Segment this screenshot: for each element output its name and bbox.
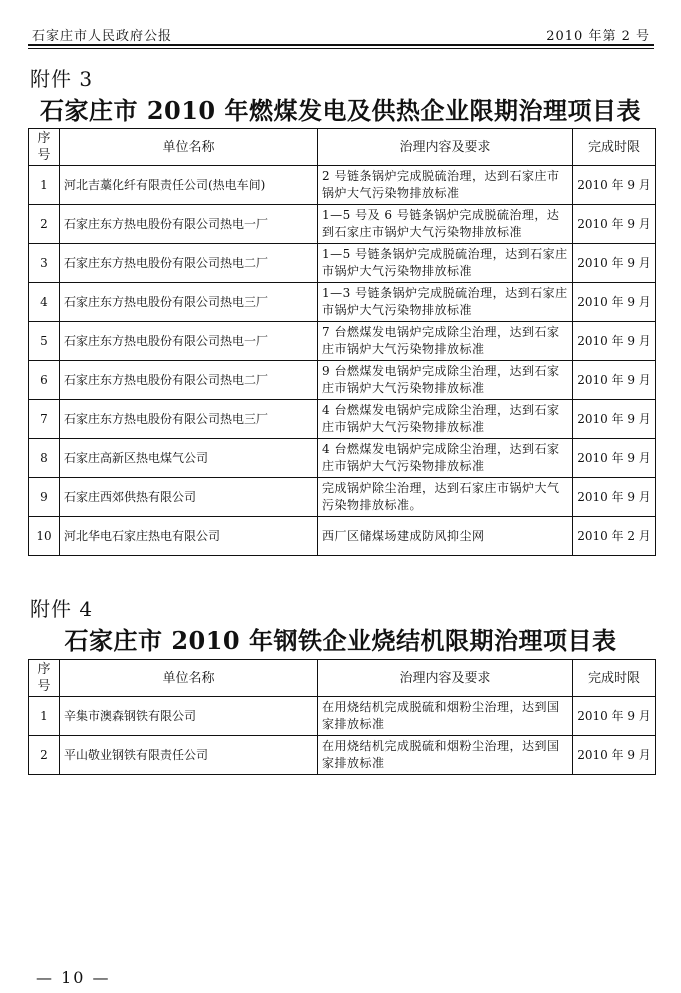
row-requirement: 1—3 号链条锅炉完成脱硫治理，达到石家庄市锅炉大气污染物排放标准: [318, 283, 573, 322]
row-unit-name: 石家庄东方热电股份有限公司热电一厂: [60, 322, 318, 361]
table-row: [29, 244, 656, 283]
header-serial: 序号: [29, 129, 60, 166]
table-row: [29, 697, 656, 736]
appendix-4-title: 石家庄市 2010 年钢铁企业烧结机限期治理项目表: [64, 626, 617, 655]
row-requirement: 1—5 号链条锅炉完成脱硫治理，达到石家庄市锅炉大气污染物排放标准: [318, 244, 573, 283]
table-row: [29, 166, 656, 205]
table-row: [29, 322, 656, 361]
gazette-name: 石家庄市人民政府公报: [32, 29, 173, 44]
row-unit-name: 平山敬业钢铁有限责任公司: [60, 736, 318, 775]
row-deadline: 2010 年 9 月: [573, 478, 656, 517]
table-row: [29, 478, 656, 517]
row-requirement: 在用烧结机完成脱硫和烟粉尘治理，达到国家排放标准: [318, 736, 573, 775]
table-row: [29, 361, 656, 400]
issue-number: 2010 年第 2 号: [546, 29, 650, 44]
row-unit-name: 石家庄东方热电股份有限公司热电三厂: [60, 283, 318, 322]
appendix-3-title: 石家庄市 2010 年燃煤发电及供热企业限期治理项目表: [39, 96, 641, 125]
row-deadline: 2010 年 9 月: [573, 244, 656, 283]
row-serial: 1: [29, 697, 60, 736]
appendix-4-label: 附件 4: [30, 597, 94, 621]
header-deadline: 完成时限: [573, 660, 656, 697]
row-unit-name: 河北华电石家庄热电有限公司: [60, 517, 318, 556]
header-requirement: 治理内容及要求: [318, 660, 573, 697]
row-requirement: 4 台燃煤发电锅炉完成除尘治理，达到石家庄市锅炉大气污染物排放标准: [318, 439, 573, 478]
table-header-row: [29, 660, 656, 697]
row-unit-name: 石家庄西郊供热有限公司: [60, 478, 318, 517]
running-header: [28, 22, 654, 44]
row-deadline: 2010 年 9 月: [573, 166, 656, 205]
row-serial: 7: [29, 400, 60, 439]
row-serial: 4: [29, 283, 60, 322]
row-requirement: 4 台燃煤发电锅炉完成除尘治理，达到石家庄市锅炉大气污染物排放标准: [318, 400, 573, 439]
row-serial: 2: [29, 736, 60, 775]
row-deadline: 2010 年 9 月: [573, 283, 656, 322]
appendix-3-table: [28, 128, 656, 556]
row-unit-name: 辛集市澳森钢铁有限公司: [60, 697, 318, 736]
row-serial: 9: [29, 478, 60, 517]
row-requirement: 在用烧结机完成脱硫和烟粉尘治理，达到国家排放标准: [318, 697, 573, 736]
row-unit-name: 石家庄东方热电股份有限公司热电二厂: [60, 361, 318, 400]
row-unit-name: 石家庄高新区热电煤气公司: [60, 439, 318, 478]
row-deadline: 2010 年 9 月: [573, 205, 656, 244]
table-row: [29, 205, 656, 244]
row-serial: 5: [29, 322, 60, 361]
table-row: [29, 283, 656, 322]
row-unit-name: 石家庄东方热电股份有限公司热电三厂: [60, 400, 318, 439]
row-requirement: 西厂区储煤场建成防风抑尘网: [318, 517, 573, 556]
table-row: [29, 517, 656, 556]
table-row: [29, 439, 656, 478]
header-rule-thick: [28, 44, 654, 46]
table-header-row: [29, 129, 656, 166]
row-deadline: 2010 年 9 月: [573, 439, 656, 478]
row-serial: 1: [29, 166, 60, 205]
header-serial: 序号: [29, 660, 60, 697]
table-row: [29, 400, 656, 439]
header-requirement: 治理内容及要求: [318, 129, 573, 166]
appendix-3-label: 附件 3: [30, 67, 94, 91]
header-deadline: 完成时限: [573, 129, 656, 166]
row-requirement: 9 台燃煤发电锅炉完成除尘治理，达到石家庄市锅炉大气污染物排放标准: [318, 361, 573, 400]
page-number: — 10 —: [36, 968, 111, 987]
row-deadline: 2010 年 9 月: [573, 736, 656, 775]
row-requirement: 7 台燃煤发电锅炉完成除尘治理，达到石家庄市锅炉大气污染物排放标准: [318, 322, 573, 361]
appendix-4-table: [28, 659, 656, 775]
row-requirement: 1—5 号及 6 号链条锅炉完成脱硫治理，达到石家庄市锅炉大气污染物排放标准: [318, 205, 573, 244]
row-unit-name: 石家庄东方热电股份有限公司热电二厂: [60, 244, 318, 283]
header-unit-name: 单位名称: [60, 660, 318, 697]
table-row: [29, 736, 656, 775]
row-deadline: 2010 年 9 月: [573, 400, 656, 439]
row-serial: 6: [29, 361, 60, 400]
header-unit-name: 单位名称: [60, 129, 318, 166]
row-serial: 3: [29, 244, 60, 283]
row-deadline: 2010 年 9 月: [573, 361, 656, 400]
header-rule-thin: [28, 48, 654, 49]
row-requirement: 2 号链条锅炉完成脱硫治理，达到石家庄市锅炉大气污染物排放标准: [318, 166, 573, 205]
row-serial: 8: [29, 439, 60, 478]
row-unit-name: 石家庄东方热电股份有限公司热电一厂: [60, 205, 318, 244]
row-deadline: 2010 年 9 月: [573, 322, 656, 361]
row-serial: 2: [29, 205, 60, 244]
row-deadline: 2010 年 2 月: [573, 517, 656, 556]
row-requirement: 完成锅炉除尘治理，达到石家庄市锅炉大气污染物排放标准。: [318, 478, 573, 517]
row-serial: 10: [29, 517, 60, 556]
row-unit-name: 河北吉藁化纤有限责任公司(热电车间): [60, 166, 318, 205]
row-deadline: 2010 年 9 月: [573, 697, 656, 736]
